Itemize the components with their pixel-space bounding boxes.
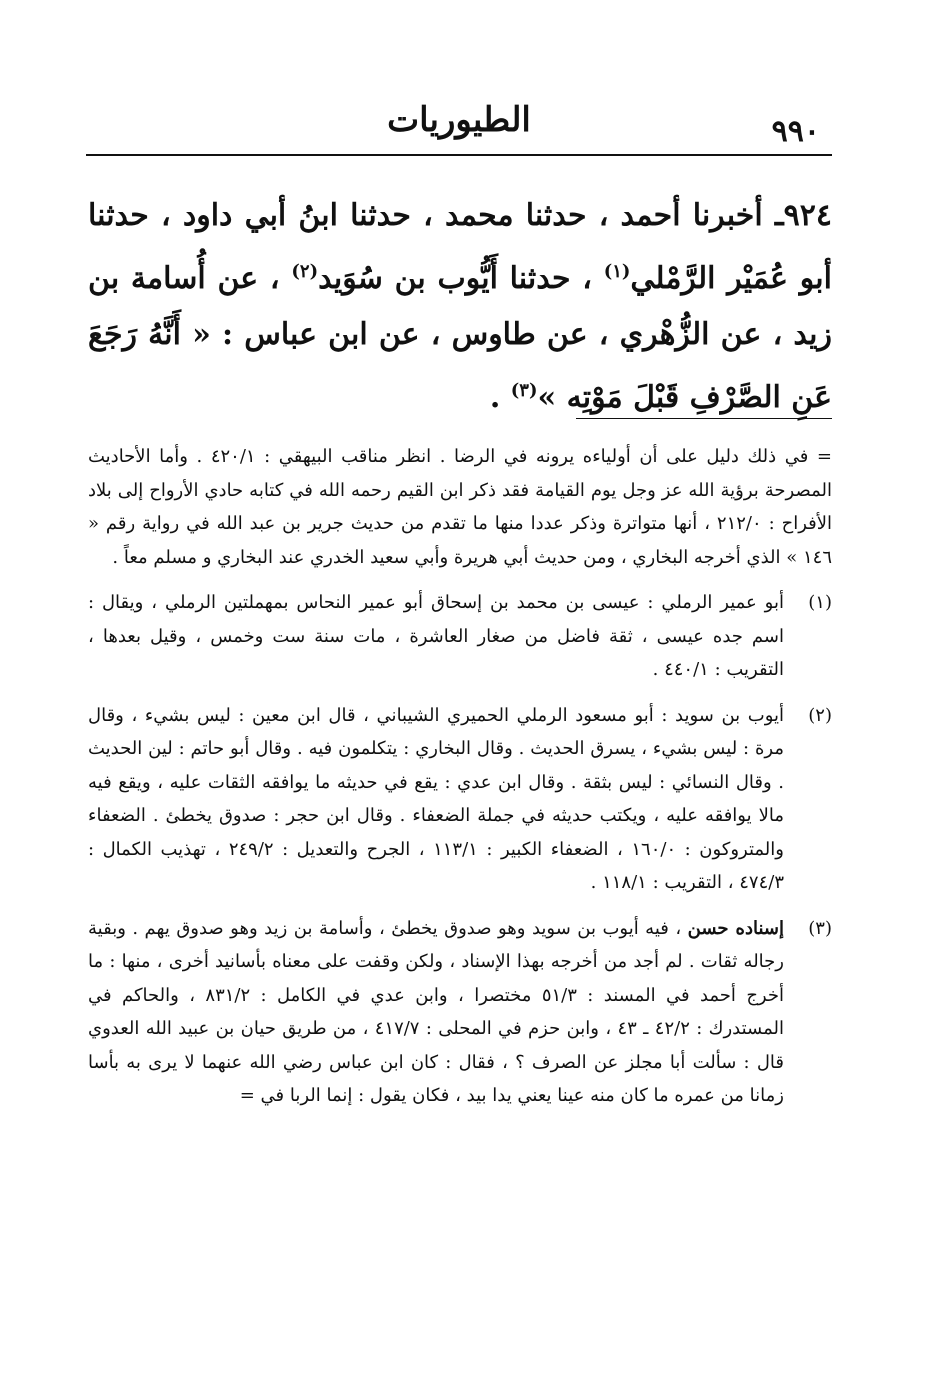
footnote-text: أيوب بن سويد : أبو مسعود الرملي الحميري الشيباني ، قال ابن معين : ليس بشيء ، وقال مرة : ليس بشيء ، يسرق الحديث . وقال البخاري : يتكلمون فيه . وقال أبو حاتم : لين الحديث . وقال النسائي : ليس بثقة . وقال ابن عدي : يقع في حديثه ما يوافقه الثقات عليه ، ويقع فيه مالا يوافقه عليه ، ويكتب حديثه في جملة الضعفاء . وقال ابن حجر : صدوق يخطئ . الضعفاء والمتروكون : ١٦٠/٠ ، الضعفاء الكبير : ١١٣/١ ، الجرح والتعديل : ٢٤٩/٢ ، تهذيب الكمال : ٤٧٤/٣ ، التقريب : ١١٨/١ . (88, 704, 784, 893)
footnote-continuation: = في ذلك دليل على أن أولياءه يرونه في الرضا . انظر مناقب البيهقي : ٤٢٠/١ . وأما الأحاديث المصرحة برؤية الله عز وجل يوم القيامة فقد ذكر ابن القيم رحمه الله في كتابه حادي الأرواح إلى بلاد الأفراح : ٢١٢/٠ ، أنها متواترة وذكر عددا منها ما تقدم من حديث جرير بن عبد الله في رواية رقم « ١٤٦ » الذي أخرجه البخاري ، ومن حديث أبي هريرة وأبي سعيد الخدري عند البخاري و مسلم معاً . (88, 446, 832, 568)
footnotes (88, 440, 832, 1125)
hadith-text (88, 188, 832, 426)
footnote-text-rest: ، فيه أيوب بن سويد وهو صدوق يخطئ ، وأسامة بن زيد وهو صدوق يهم . وبقية رجاله ثقات . لم أجد من أخرجه بهذا الإسناد ، ولكن وقفت على معناه بأسانيد أخرى ، منها : ما أخرج أحمد في المسند : ٥١/٣ مختصرا ، وابن عدي في الكامل : ٨٣١/٢ ، والحاكم في المستدرك : ٤٢/٢ ـ ٤٣ ، وابن حزم في المحلى : ٤١٧/٧ ، من طريق حيان بن عبيد الله العدوي قال : سألت أبا مجلز عن الصرف ؟ ، فقال : كان ابن عباس رضي الله عنهما لا يرى به بأسا زمانا من عمره ما كان منه عينا يعني يدا بيد ، فكان يقول : إنما الربا في = (88, 917, 784, 1106)
footnote-2 (88, 699, 832, 900)
hadith-number: ٩٢٤ـ (774, 198, 832, 233)
footnote-3 (88, 912, 832, 1113)
page-header (86, 92, 832, 152)
footnote-text (88, 912, 784, 1113)
footnote-label: (٢) (808, 704, 832, 726)
hadith-chain-part1: أخبرنا أحمد ، حدثنا محمد ، حدثنا ابنُ أبي داود ، حدثنا أبو عُمَيْر الرَّمْلي (88, 198, 832, 296)
footnote-ref-1: (١) (603, 261, 631, 282)
header-rule (86, 154, 832, 156)
footnote-ref-2: (٢) (291, 261, 319, 282)
footnote-ref-3: (٣) (510, 380, 538, 401)
footnote-label: (١) (808, 592, 832, 613)
footnote-label: (٣) (808, 917, 832, 939)
hadith-chain-part2: ، حدثنا أَيُّوب بن سُوَيد (318, 261, 592, 296)
running-title: الطيوريات (387, 100, 531, 140)
footnote-separator (576, 418, 832, 419)
footnote-lead: إسناده حسن (687, 917, 784, 939)
page-number: ٩٩٠ (771, 114, 820, 149)
hadith-chain-part3: ، عن أُسامة بن زيد ، عن الزُّهْري ، عن طاوس ، عن ابن عباس : « أَنَّهُ رَجَعَ عَنِ الصَّرْفِ قَبْلَ مَوْتِه » (88, 261, 832, 415)
hadith-end: . (489, 380, 501, 415)
footnote-1 (88, 586, 832, 687)
footnote-text: أبو عمير الرملي : عيسى بن محمد بن إسحاق أبو عمير النحاس بمهملتين الرملي ، ويقال : اسم جده عيسى ، ثقة فاضل من صغار العاشرة ، مات سنة ست وخمس ، وقيل بعدها ، التقريب : ٤٤٠/١ . (88, 592, 784, 680)
